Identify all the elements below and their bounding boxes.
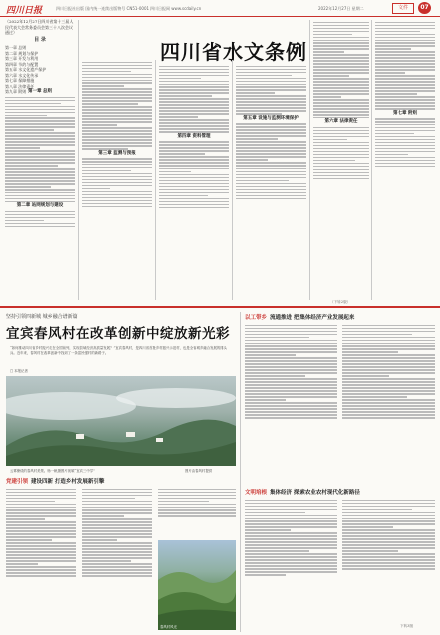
passage-note: （2022年12月27日四川省第十三届人民代表大会常务委员会第三十八次会议通过） xyxy=(5,19,74,35)
masthead-meta: 四川日报社出版 国内统一连续出版物号 CN51-0001 xyxy=(56,6,150,11)
hills-photo xyxy=(158,540,236,630)
subsection-title: 建设四新 打造乡村发展新引擎 xyxy=(31,479,105,485)
subsection-heading-3 xyxy=(245,488,360,496)
chapter-heading: 第三章 监测与预报 xyxy=(98,150,136,156)
text-column-3 xyxy=(159,64,229,300)
text-column-2 xyxy=(82,60,152,300)
toc-item: 第一章 总则 xyxy=(5,45,27,50)
subsection-heading-1 xyxy=(6,477,104,485)
column-divider xyxy=(309,20,310,300)
toc-title: 目 录 xyxy=(34,36,46,43)
masthead-date: 2022年12月27日 星期二 xyxy=(318,6,364,11)
passage-notice xyxy=(5,19,75,95)
feature-column-4 xyxy=(245,323,337,483)
village-photo-art xyxy=(6,376,236,466)
toc-item: 第三章 开发与利用 xyxy=(5,56,39,61)
toc-item: 第九章 附则 xyxy=(5,89,27,94)
newspaper-logo: 四川日报 xyxy=(6,6,43,16)
feature-column-1 xyxy=(6,487,76,631)
chapter-heading: 第五章 设施与监测环境保护 xyxy=(243,115,299,121)
chapter-heading: 第七章 附则 xyxy=(392,110,418,116)
subsection-heading-2 xyxy=(245,313,354,321)
column-divider xyxy=(240,312,241,632)
feature-lead: “如何推动四川省乡村振兴走在全国前列，实现县域经济高质量发展？”宜宾春风村，是四川省首批乡村振兴示范村，也是全省城乡融合发展的排头兵。近年来，春风村在改革创新中找到了一条富民强村的新路子。 xyxy=(10,346,228,355)
column-divider xyxy=(155,60,156,300)
feature-column-3 xyxy=(158,487,236,537)
column-divider xyxy=(371,20,372,300)
subsection-title: 集体经济 探索农业农村现代化新路径 xyxy=(270,490,360,496)
text-column-1 xyxy=(5,88,75,298)
regulation-title: 四川省水文条例 xyxy=(160,40,307,64)
masthead-website: 四川日报网 www.scdaily.cn xyxy=(150,6,202,11)
column-divider xyxy=(78,20,79,300)
feature-kicker: 坚持引领四新城 城乡融合谱新篇 xyxy=(6,314,78,320)
feature-headline: 宜宾春风村在改革创新中绽放新光彩 xyxy=(6,326,230,342)
subsection-label: 文明培根 xyxy=(245,490,268,496)
chapter-heading: 第四章 资料管理 xyxy=(177,133,211,139)
section-tag: 文件 xyxy=(392,3,414,14)
toc-item: 第八章 法律责任 xyxy=(5,83,35,89)
column-divider xyxy=(232,60,233,300)
hills-photo-art xyxy=(158,540,236,630)
text-column-5 xyxy=(313,20,369,300)
subsection-title: 流通推进 把集体经济产业发展起来 xyxy=(270,315,355,321)
feature-column-6 xyxy=(245,498,337,630)
toc-item: 第六章 水文化传承 xyxy=(5,72,39,78)
subsection-label: 以工带乡 xyxy=(245,315,268,321)
toc-item: 第四章 节约与配置 xyxy=(5,61,39,67)
chapter-heading: 第二章 站网规划与建设 xyxy=(16,203,64,209)
toc-item: 第七章 保障措施 xyxy=(5,78,35,83)
hills-caption: 春风村风光 xyxy=(160,625,177,629)
toc-item: 第五章 水文化遗产保护 xyxy=(5,67,47,72)
chapter-heading: 第六章 法律责任 xyxy=(324,119,358,125)
text-column-4 xyxy=(236,64,306,300)
feature-reporter: □ 本报记者 xyxy=(10,369,28,373)
photo-caption: 云雾缭绕的春风村美景。杨一帆摄图片视频“宜宾三中学” xyxy=(10,469,95,473)
village-photo xyxy=(6,376,236,466)
page-number: 07 xyxy=(418,2,431,14)
chapter-heading: 第一章 总则 xyxy=(27,89,53,94)
feature-column-7 xyxy=(342,498,435,622)
feature-continue: 下转3版 xyxy=(400,624,414,628)
feature-column-2 xyxy=(82,487,152,631)
toc-item: 第二章 规划与保护 xyxy=(5,50,39,56)
photo-credit: 图片由春风村提供 xyxy=(185,469,213,473)
continue-note: （下转2版） xyxy=(330,300,351,304)
feature-column-5 xyxy=(342,323,435,483)
subsection-label: 党建引领 xyxy=(6,479,29,485)
section-rule xyxy=(0,306,440,308)
text-column-6 xyxy=(375,20,435,300)
